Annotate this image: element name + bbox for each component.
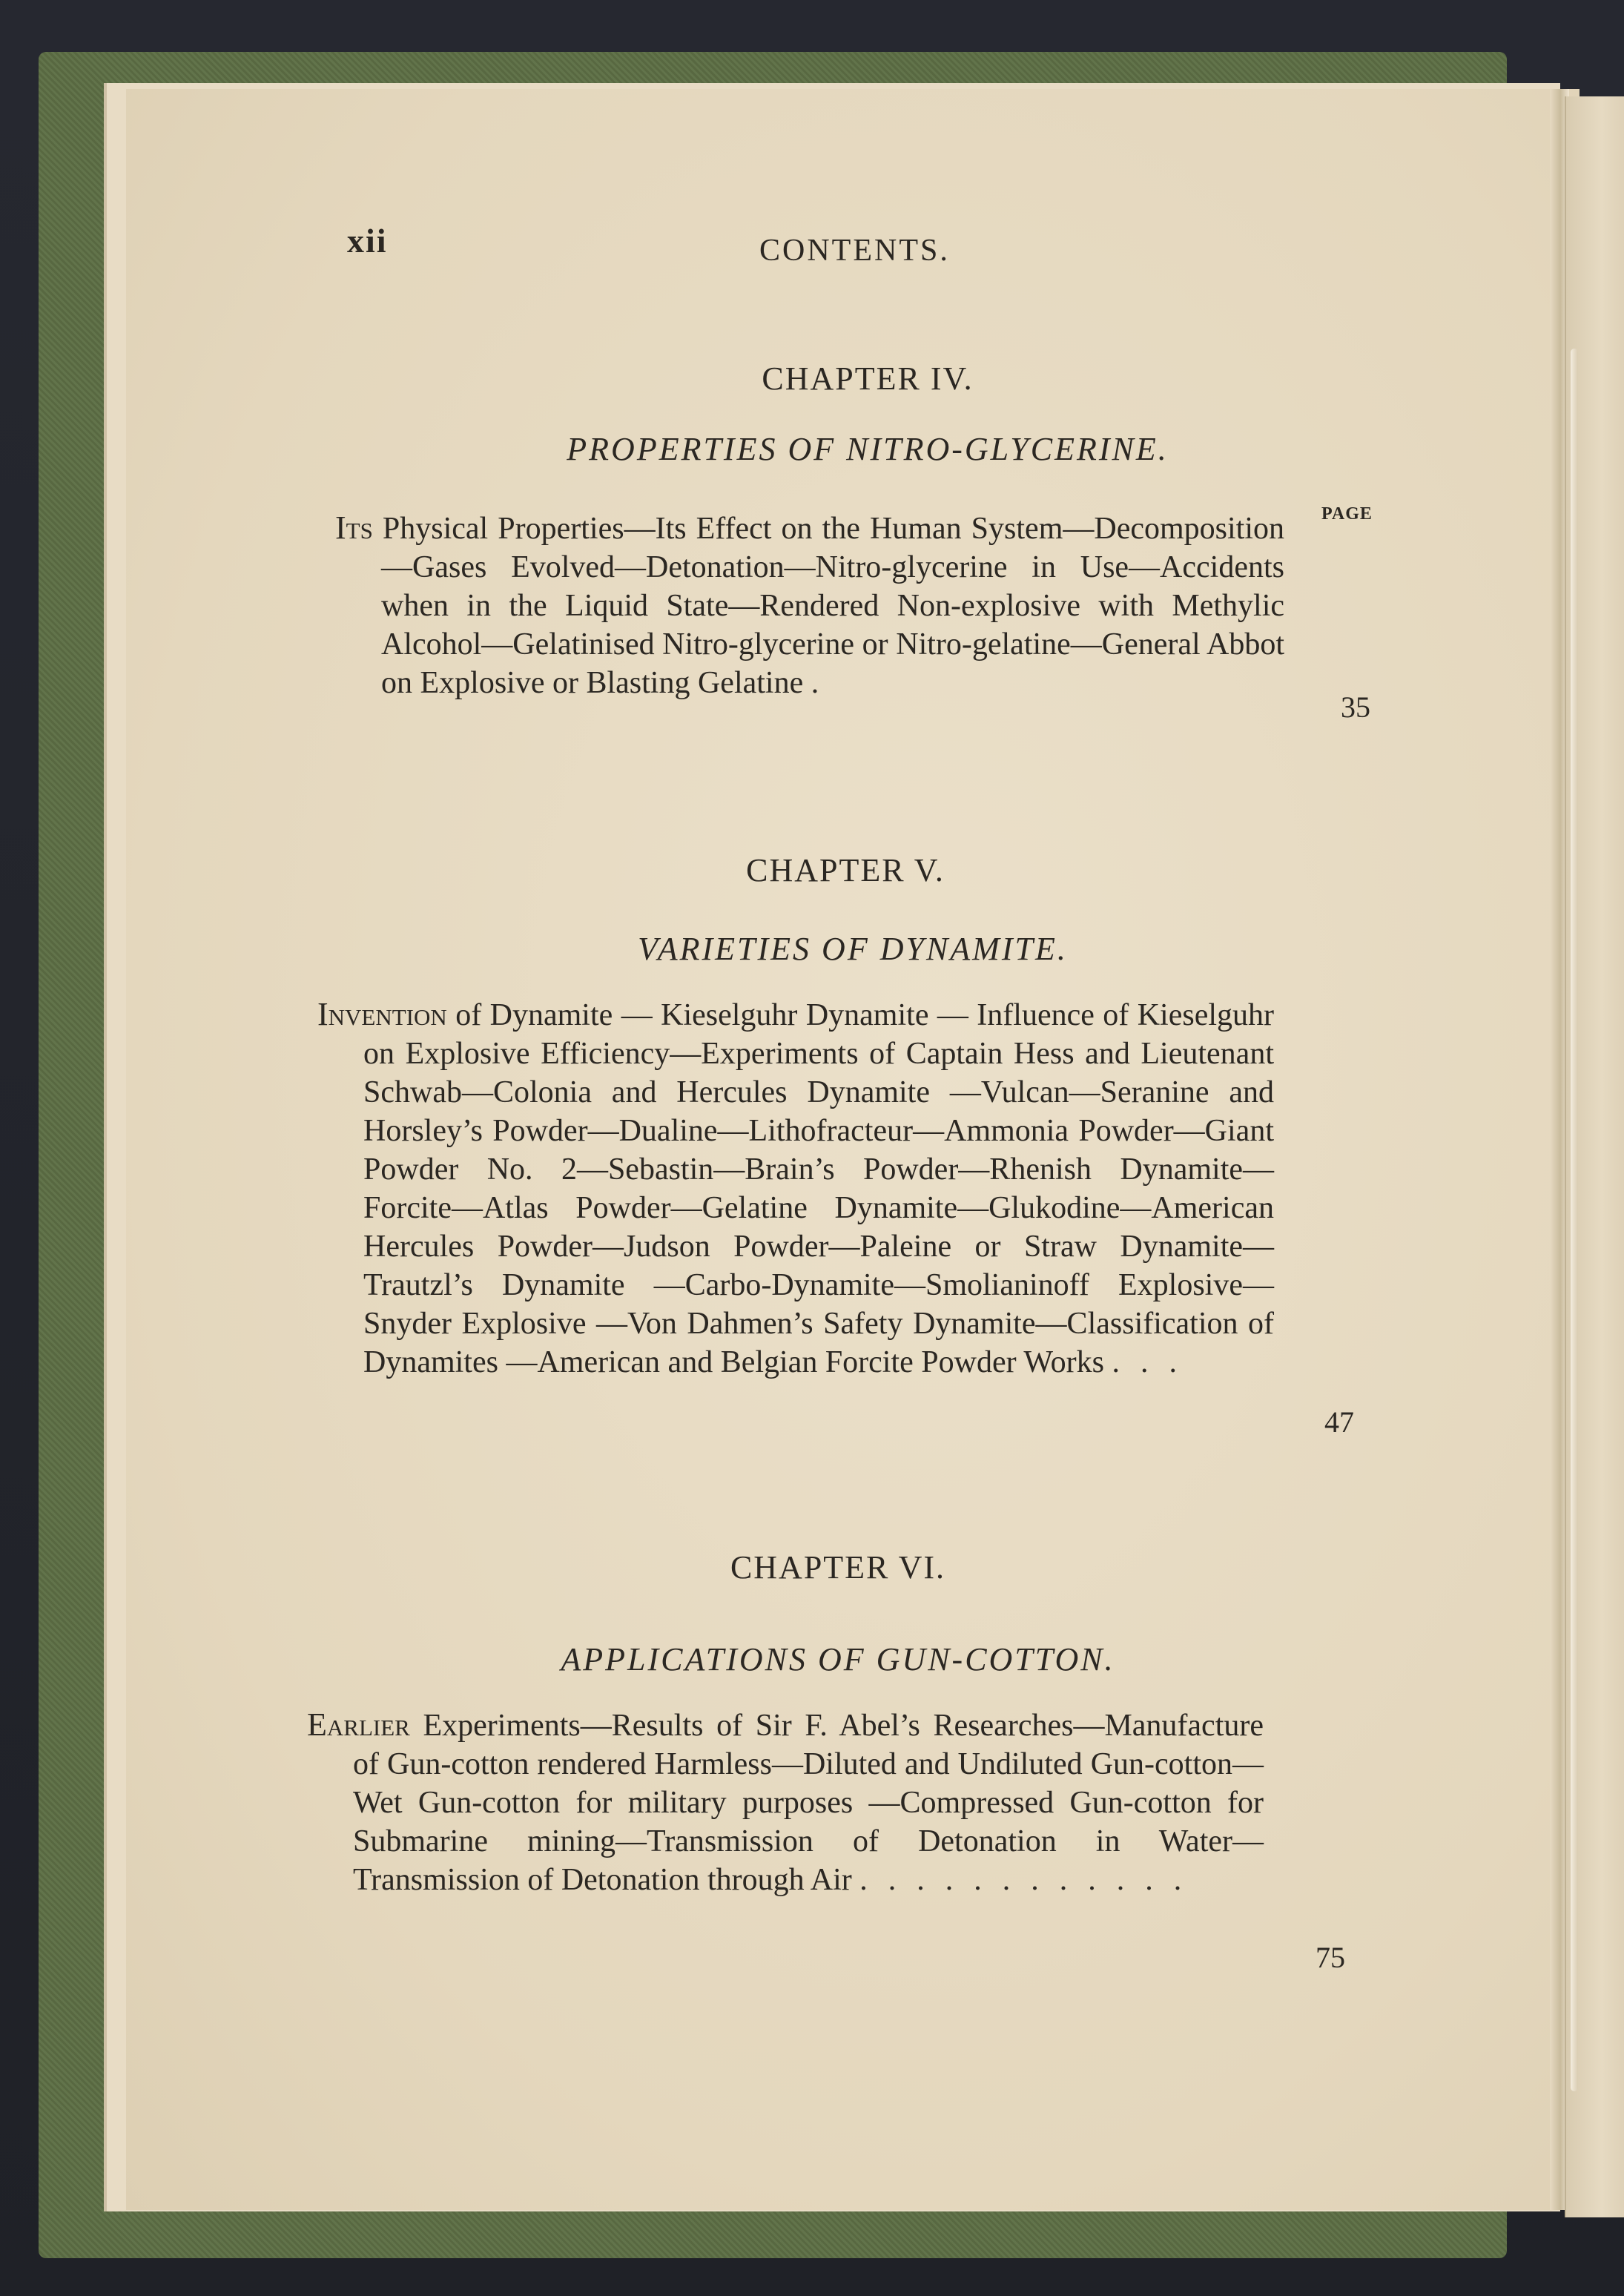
running-title: CONTENTS. <box>759 234 950 268</box>
chapter-subtitle: PROPERTIES OF NITRO-GLYCERINE. <box>567 431 1169 467</box>
summary-lead-word: Earlier <box>307 1706 410 1743</box>
chapter-subtitle: APPLICATIONS OF GUN-COTTON. <box>561 1641 1115 1678</box>
chapter-page-number: 75 <box>1316 1941 1345 1974</box>
chapter-page-number: 35 <box>1341 690 1370 724</box>
chapter-summary <box>317 995 1274 1382</box>
chapter-subtitle: VARIETIES OF DYNAMITE. <box>638 931 1068 967</box>
chapter-heading: CHAPTER V. <box>746 852 945 888</box>
binding-thread <box>1571 349 1578 2091</box>
dot-leader: . <box>811 666 840 700</box>
summary-text: Experiments—Results of Sir F. Abel’s Researches—Manufacture of Gun-cotton rendered Harmless—Diluted and Undiluted Gun-cotton—Wet Gun-cotton for military purposes —Compressed Gun-cotton for Submarine mining—Transmission of Detonation in Water—Transmission of Detonation through Air <box>353 1709 1264 1897</box>
dot-leader: ... <box>1112 1345 1198 1379</box>
chapter-summary <box>307 1706 1264 1899</box>
summary-text: of Dynamite — Kieselguhr Dynamite — Influence of Kieselguhr on Explosive Efficiency—Experiments of Captain Hess and Lieutenant Schwab—Colonia and Hercules Dynamite —Vulcan—Seranine and Horsley’s Powder—Dualine—Lithofracteur—Ammonia Powder—Giant Powder No. 2—Sebastin—Brain’s Powder—Rhenish Dynamite—Forcite—Atlas Powder—Gelatine Dynamite—Glukodine—American Hercules Powder—Judson Powder—Paleine or Straw Dynamite—Trautzl’s Dynamite —Carbo-Dynamite—Smolianinoff Explosive—Snyder Explosive —Von Dahmen’s Safety Dynamite—Classification of Dynamites —American and Belgian Forcite Powder Works <box>363 998 1274 1379</box>
summary-lead-word: Its <box>335 509 373 546</box>
summary-lead-word: Invention <box>317 996 447 1032</box>
summary-text: Physical Properties—Its Effect on the Human System—Decomposition—Gases Evolved—Detonation—Nitro-glycerine in Use—Accidents when in the Liquid State—Rendered Non-explosive with Methylic Alcohol—Gelatinised Nitro-glycerine or Nitro-gelatine—General Abbot on Explosive or Blasting Gelatine <box>381 512 1284 700</box>
page-column-label: PAGE <box>1321 504 1373 524</box>
page-number-header: xii <box>347 222 388 260</box>
chapter-heading: CHAPTER VI. <box>730 1549 946 1586</box>
chapter-page-number: 47 <box>1324 1405 1354 1439</box>
dot-leader: ............ <box>859 1863 1203 1897</box>
chapter-summary <box>335 509 1284 702</box>
chapter-heading: CHAPTER IV. <box>762 360 974 397</box>
